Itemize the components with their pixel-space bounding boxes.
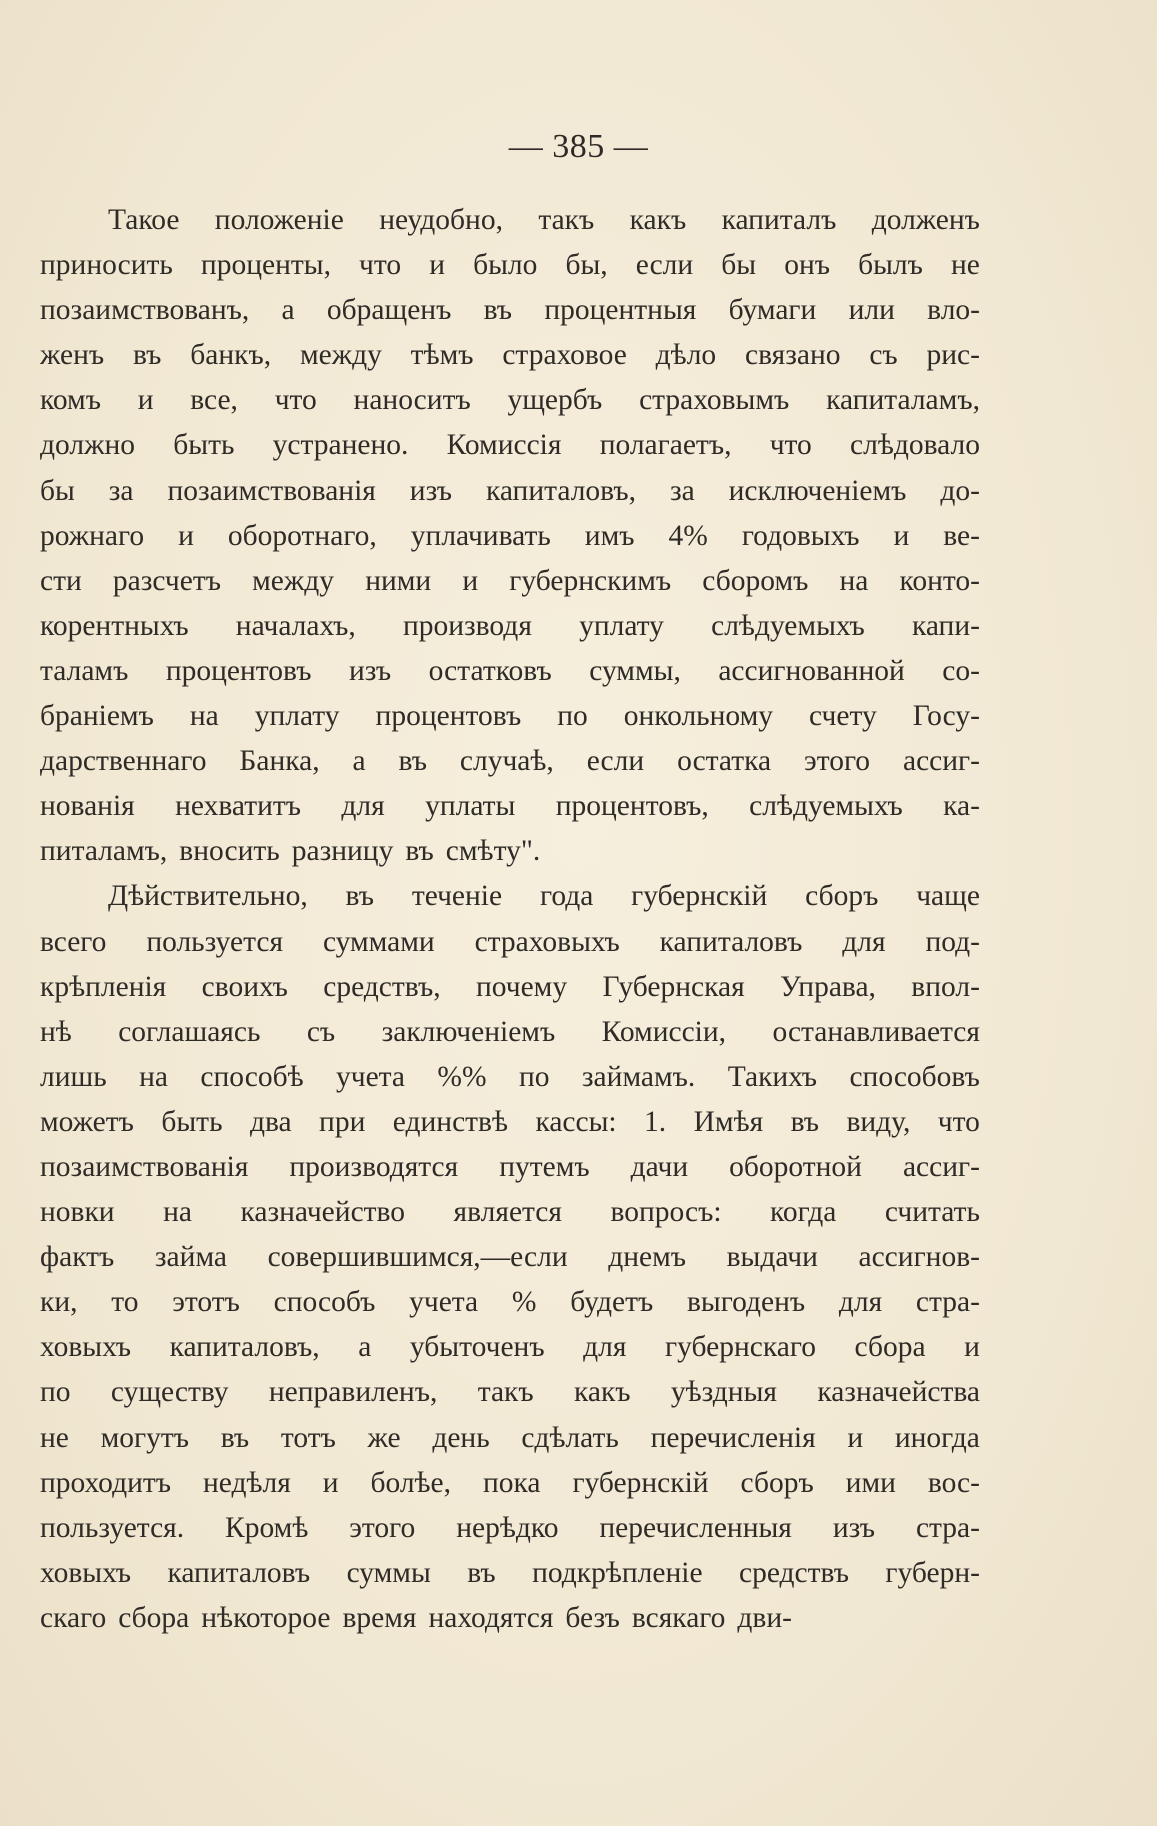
text-line (40, 1551, 980, 1596)
word: этотъ (172, 1286, 240, 1319)
word: если (635, 249, 694, 282)
word: страховое (502, 339, 627, 372)
word: связано (745, 339, 841, 372)
word: счету (809, 700, 877, 733)
word: перечисленныя (599, 1511, 792, 1544)
word: при (319, 1105, 366, 1138)
text-line (40, 1325, 980, 1370)
word: въ (790, 1105, 820, 1138)
word: какъ (629, 204, 687, 236)
word: виду, (846, 1105, 911, 1138)
word: таламъ (40, 654, 129, 687)
word: что (274, 384, 317, 417)
word: на (163, 1196, 192, 1229)
word: Госу- (912, 700, 980, 733)
word: началахъ, (235, 609, 356, 642)
word: неудобно, (379, 204, 503, 236)
word: почему (475, 970, 568, 1003)
word: пользуется (146, 925, 284, 958)
word: все, (190, 384, 238, 417)
word: является (453, 1196, 562, 1229)
word: имъ (584, 519, 635, 552)
text-line (40, 423, 980, 468)
word: сбора (854, 1331, 926, 1364)
word: же (367, 1421, 401, 1454)
word: всего (40, 925, 107, 958)
word: бы (721, 249, 757, 282)
word: быть (173, 429, 235, 462)
text-line (40, 469, 980, 514)
word: всякаго (631, 1601, 726, 1634)
word: Комиссіи, (601, 1015, 727, 1048)
word: под- (925, 925, 980, 958)
word: можетъ (40, 1105, 134, 1138)
text-line (40, 649, 980, 694)
word: единствѣ (392, 1105, 509, 1138)
word: и (847, 1421, 864, 1454)
word: займамъ. (581, 1060, 696, 1093)
word: сборъ (805, 880, 879, 913)
word: средствъ (739, 1556, 849, 1589)
word: существу (110, 1376, 229, 1409)
word: нерѣдко (456, 1511, 559, 1544)
word: для (842, 925, 886, 958)
word: женъ (40, 339, 105, 372)
word: такъ (477, 1376, 534, 1409)
word: ими (845, 1466, 896, 1499)
word: капи- (911, 609, 980, 642)
word: соглашаясь (118, 1015, 261, 1048)
word: слѣдуемыхъ (711, 609, 865, 642)
word: новки (40, 1196, 115, 1229)
word: путемъ (499, 1150, 590, 1183)
word: и (178, 519, 194, 552)
word: былъ (858, 249, 923, 282)
word: онъ (784, 249, 830, 282)
word: казначейства (817, 1376, 980, 1409)
word: лишь (40, 1060, 107, 1093)
word: между (252, 564, 335, 597)
word: слѣдовало (850, 429, 980, 462)
word: уплачивать (410, 519, 551, 552)
word: онкольному (623, 700, 774, 733)
word: проходитъ (40, 1466, 172, 1499)
word: Дѣйствительно, (108, 880, 308, 913)
word: и (137, 384, 154, 417)
word: дви- (737, 1601, 792, 1634)
word: положеніе (214, 204, 344, 236)
word: уплаты (425, 790, 516, 823)
word: года (539, 880, 594, 913)
word: капиталовъ (167, 1556, 311, 1589)
word: ка- (943, 790, 980, 823)
word: процентовъ (375, 700, 522, 733)
word: недѣля (202, 1466, 291, 1499)
word: въ (405, 835, 434, 868)
word: наноситъ (353, 384, 471, 417)
word: то (111, 1286, 139, 1319)
word: рожнаго (40, 519, 145, 552)
word: два (249, 1105, 292, 1138)
word: какъ (573, 1376, 631, 1409)
text-line (40, 378, 980, 423)
word: способовъ (849, 1060, 980, 1093)
word: могутъ (100, 1421, 189, 1454)
word: устранено. (272, 429, 409, 462)
word: ассигнов- (858, 1241, 980, 1274)
word: %% (437, 1060, 487, 1093)
word: со- (942, 654, 980, 687)
word: конто- (899, 564, 980, 597)
word: своихъ (201, 970, 288, 1003)
word: стра- (915, 1286, 980, 1319)
word: неправиленъ, (268, 1376, 438, 1409)
word: капиталовъ (659, 925, 803, 958)
word: въ (398, 745, 427, 778)
word: питаламъ, (40, 835, 168, 868)
word: сборъ (740, 1466, 814, 1499)
word: 4% (668, 519, 708, 552)
word: фактъ (40, 1241, 115, 1274)
word: въ (467, 1556, 496, 1589)
word: Банка, (239, 745, 320, 778)
word: стра- (915, 1511, 980, 1544)
word: быть (161, 1105, 223, 1138)
word: на (839, 564, 869, 597)
word: и (893, 519, 910, 552)
word: способѣ (200, 1060, 304, 1093)
word: нехватитъ (175, 790, 302, 823)
word: совершившимся,—если (267, 1241, 568, 1274)
text-line (40, 1190, 980, 1235)
word: процентовъ, (555, 790, 709, 823)
text-line (40, 604, 980, 649)
word: Кромѣ (225, 1511, 309, 1544)
word: казначейство (240, 1196, 406, 1229)
word: изъ (348, 654, 392, 687)
word: уплату (254, 700, 340, 733)
word: и (964, 1331, 980, 1364)
word: слѣдуемыхъ (749, 790, 903, 823)
word: заключеніемъ (381, 1015, 556, 1048)
word: остатка (677, 745, 772, 778)
word: пока (482, 1466, 541, 1499)
word: и (429, 249, 445, 282)
word: выдачи (726, 1241, 818, 1274)
word: что (937, 1105, 980, 1138)
word: разницу (291, 835, 394, 868)
word: разсчетъ (112, 564, 221, 597)
word: процентныя (544, 294, 697, 327)
word: за (108, 474, 134, 507)
word: Комиссія (446, 429, 562, 462)
word: по (518, 1060, 550, 1093)
word: этого (804, 745, 871, 778)
word: въ (132, 339, 162, 372)
word: суммы (346, 1556, 431, 1589)
text-line (40, 243, 980, 288)
word: сборомъ (702, 564, 809, 597)
word: болѣе, (370, 1466, 452, 1499)
word: нѣкоторое (201, 1601, 331, 1634)
word: ними (365, 564, 432, 597)
word: процентовъ (165, 654, 312, 687)
word: впол- (911, 970, 980, 1003)
word: въ (483, 294, 513, 327)
word: вопросъ: (610, 1196, 722, 1229)
word: нѣ (40, 1015, 72, 1048)
word: обращенъ (326, 294, 452, 327)
word: средствъ, (323, 970, 441, 1003)
word: ущербъ (507, 384, 603, 417)
word: уплату (579, 609, 664, 642)
word: въ (345, 880, 374, 913)
word: ховыхъ (40, 1331, 132, 1364)
word: скаго (40, 1601, 107, 1634)
word: когда (770, 1196, 837, 1229)
text-line (40, 1370, 980, 1415)
word: браніемъ (40, 700, 154, 733)
word: за (669, 474, 695, 507)
word: приносить (40, 249, 173, 282)
word: суммы, (589, 654, 681, 687)
text-line (40, 1506, 980, 1551)
text-line (40, 1416, 980, 1461)
word: комъ (40, 384, 101, 417)
word: ве- (943, 519, 980, 552)
word: съ (869, 339, 898, 372)
word: сдѣлать (521, 1421, 619, 1454)
word: позаимствованія (167, 474, 376, 507)
word: было (473, 249, 538, 282)
word: способъ (273, 1286, 376, 1319)
word: займа (154, 1241, 227, 1274)
word: ки, (40, 1286, 78, 1319)
text-line (40, 333, 980, 378)
text-line (40, 1145, 980, 1190)
word: бы (40, 474, 75, 507)
word: будетъ (570, 1286, 654, 1319)
text-line (40, 920, 980, 965)
word: вносить (179, 835, 280, 868)
text-line (40, 694, 980, 739)
word: крѣпленія (40, 970, 167, 1003)
word: губернскій (631, 880, 768, 913)
word: дарственнаго (40, 745, 207, 778)
word: кассы: (535, 1105, 617, 1138)
word: или (848, 294, 895, 327)
word: между (299, 339, 382, 372)
word: время (342, 1601, 417, 1634)
word: 1. (644, 1105, 667, 1138)
word: оборотнаго, (227, 519, 377, 552)
word: проценты, (200, 249, 331, 282)
word: если (586, 745, 645, 778)
text-line (40, 965, 980, 1010)
word: бумаги (728, 294, 817, 327)
text-line (40, 559, 980, 604)
word: сбора (118, 1601, 190, 1634)
word: Управа, (780, 970, 876, 1003)
text-line (40, 198, 980, 243)
word: оборотной (729, 1150, 862, 1183)
word: производятся (289, 1150, 459, 1183)
word: Губернская (602, 970, 745, 1003)
word: страховыхъ (474, 925, 620, 958)
word: на (189, 700, 219, 733)
word: этого (349, 1511, 416, 1544)
word: страховымъ (639, 384, 790, 417)
word: въ (220, 1421, 250, 1454)
word: Такихъ (727, 1060, 818, 1093)
word: губернскаго (665, 1331, 816, 1364)
text-line (40, 1010, 980, 1055)
word: и (462, 564, 479, 597)
word: годовыхъ (741, 519, 860, 552)
word: сти (40, 564, 82, 597)
word: находятся (428, 1601, 554, 1634)
word: считать (884, 1196, 980, 1229)
word: по (40, 1376, 71, 1409)
word: уѣздныя (670, 1376, 777, 1409)
text-line (40, 874, 980, 919)
text-line (40, 829, 980, 874)
word: убыточенъ (409, 1331, 545, 1364)
word: и (322, 1466, 339, 1499)
word: день (432, 1421, 490, 1454)
body-text (40, 198, 980, 1641)
word: пользуется. (40, 1511, 185, 1544)
word: по (557, 700, 588, 733)
page-number: — 385 — (508, 128, 649, 165)
word: ховыхъ (40, 1556, 132, 1589)
word: подкрѣпленіе (532, 1556, 703, 1589)
text-line (40, 739, 980, 784)
word: губернскимъ (509, 564, 672, 597)
word: а (281, 294, 295, 327)
word: производя (402, 609, 532, 642)
word: рис- (926, 339, 980, 372)
word: для (341, 790, 385, 823)
word: что (359, 249, 402, 282)
word: а (352, 745, 366, 778)
word: ассигнованной (718, 654, 905, 687)
word: долженъ (871, 204, 980, 236)
word: тѣмъ (410, 339, 474, 372)
word: смѣту". (445, 835, 541, 868)
word: останавливается (772, 1015, 980, 1048)
word: учета (336, 1060, 406, 1093)
word: бы, (565, 249, 608, 282)
word: выгоденъ (686, 1286, 806, 1319)
word: съ (306, 1015, 336, 1048)
text-line (40, 514, 980, 559)
word: теченіе (411, 880, 503, 913)
word: вос- (927, 1466, 980, 1499)
word: что (769, 429, 812, 462)
word: для (838, 1286, 883, 1319)
word: позаимствованъ, (40, 294, 250, 327)
word: случаѣ, (459, 745, 554, 778)
text-line (40, 1596, 980, 1641)
word: изъ (409, 474, 452, 507)
word: суммами (322, 925, 435, 958)
word: не (40, 1421, 69, 1454)
word: нованія (40, 790, 135, 823)
word: вло- (927, 294, 980, 327)
text-line (40, 288, 980, 333)
word: на (139, 1060, 168, 1093)
word: исключеніемъ (728, 474, 907, 507)
text-line (40, 784, 980, 829)
word: остатковъ (428, 654, 552, 687)
word: учета (409, 1286, 479, 1319)
word: дѣло (655, 339, 717, 372)
word: полагаетъ, (599, 429, 732, 462)
word: банкъ, (190, 339, 272, 372)
word: для (583, 1331, 627, 1364)
word: капиталъ (721, 204, 837, 236)
text-line (40, 1100, 980, 1145)
word: такъ (538, 204, 595, 236)
word: позаимствованія (40, 1150, 249, 1183)
word: капиталамъ, (826, 384, 980, 417)
word: % (511, 1286, 537, 1319)
word: днемъ (608, 1241, 687, 1274)
word: ассиг- (902, 745, 980, 778)
text-line (40, 1280, 980, 1325)
word: до- (940, 474, 980, 507)
word: должно (40, 429, 136, 462)
word: ассиг- (902, 1150, 980, 1183)
word: Имѣя (693, 1105, 764, 1138)
word: корентныхъ (40, 609, 189, 642)
word: иногда (894, 1421, 980, 1454)
text-line (40, 1235, 980, 1280)
word: дачи (630, 1150, 689, 1183)
word: а (358, 1331, 372, 1364)
word: капиталовъ, (485, 474, 637, 507)
word: чаще (916, 880, 980, 913)
word: губерн- (885, 1556, 980, 1589)
word: Такое (108, 204, 180, 236)
word: изъ (832, 1511, 876, 1544)
word: безъ (565, 1601, 620, 1634)
word: тотъ (280, 1421, 336, 1454)
word: губернскій (572, 1466, 709, 1499)
text-line (40, 1055, 980, 1100)
text-line (40, 1461, 980, 1506)
word: перечисленія (650, 1421, 816, 1454)
word: капиталовъ, (169, 1331, 320, 1364)
word: не (950, 249, 980, 282)
